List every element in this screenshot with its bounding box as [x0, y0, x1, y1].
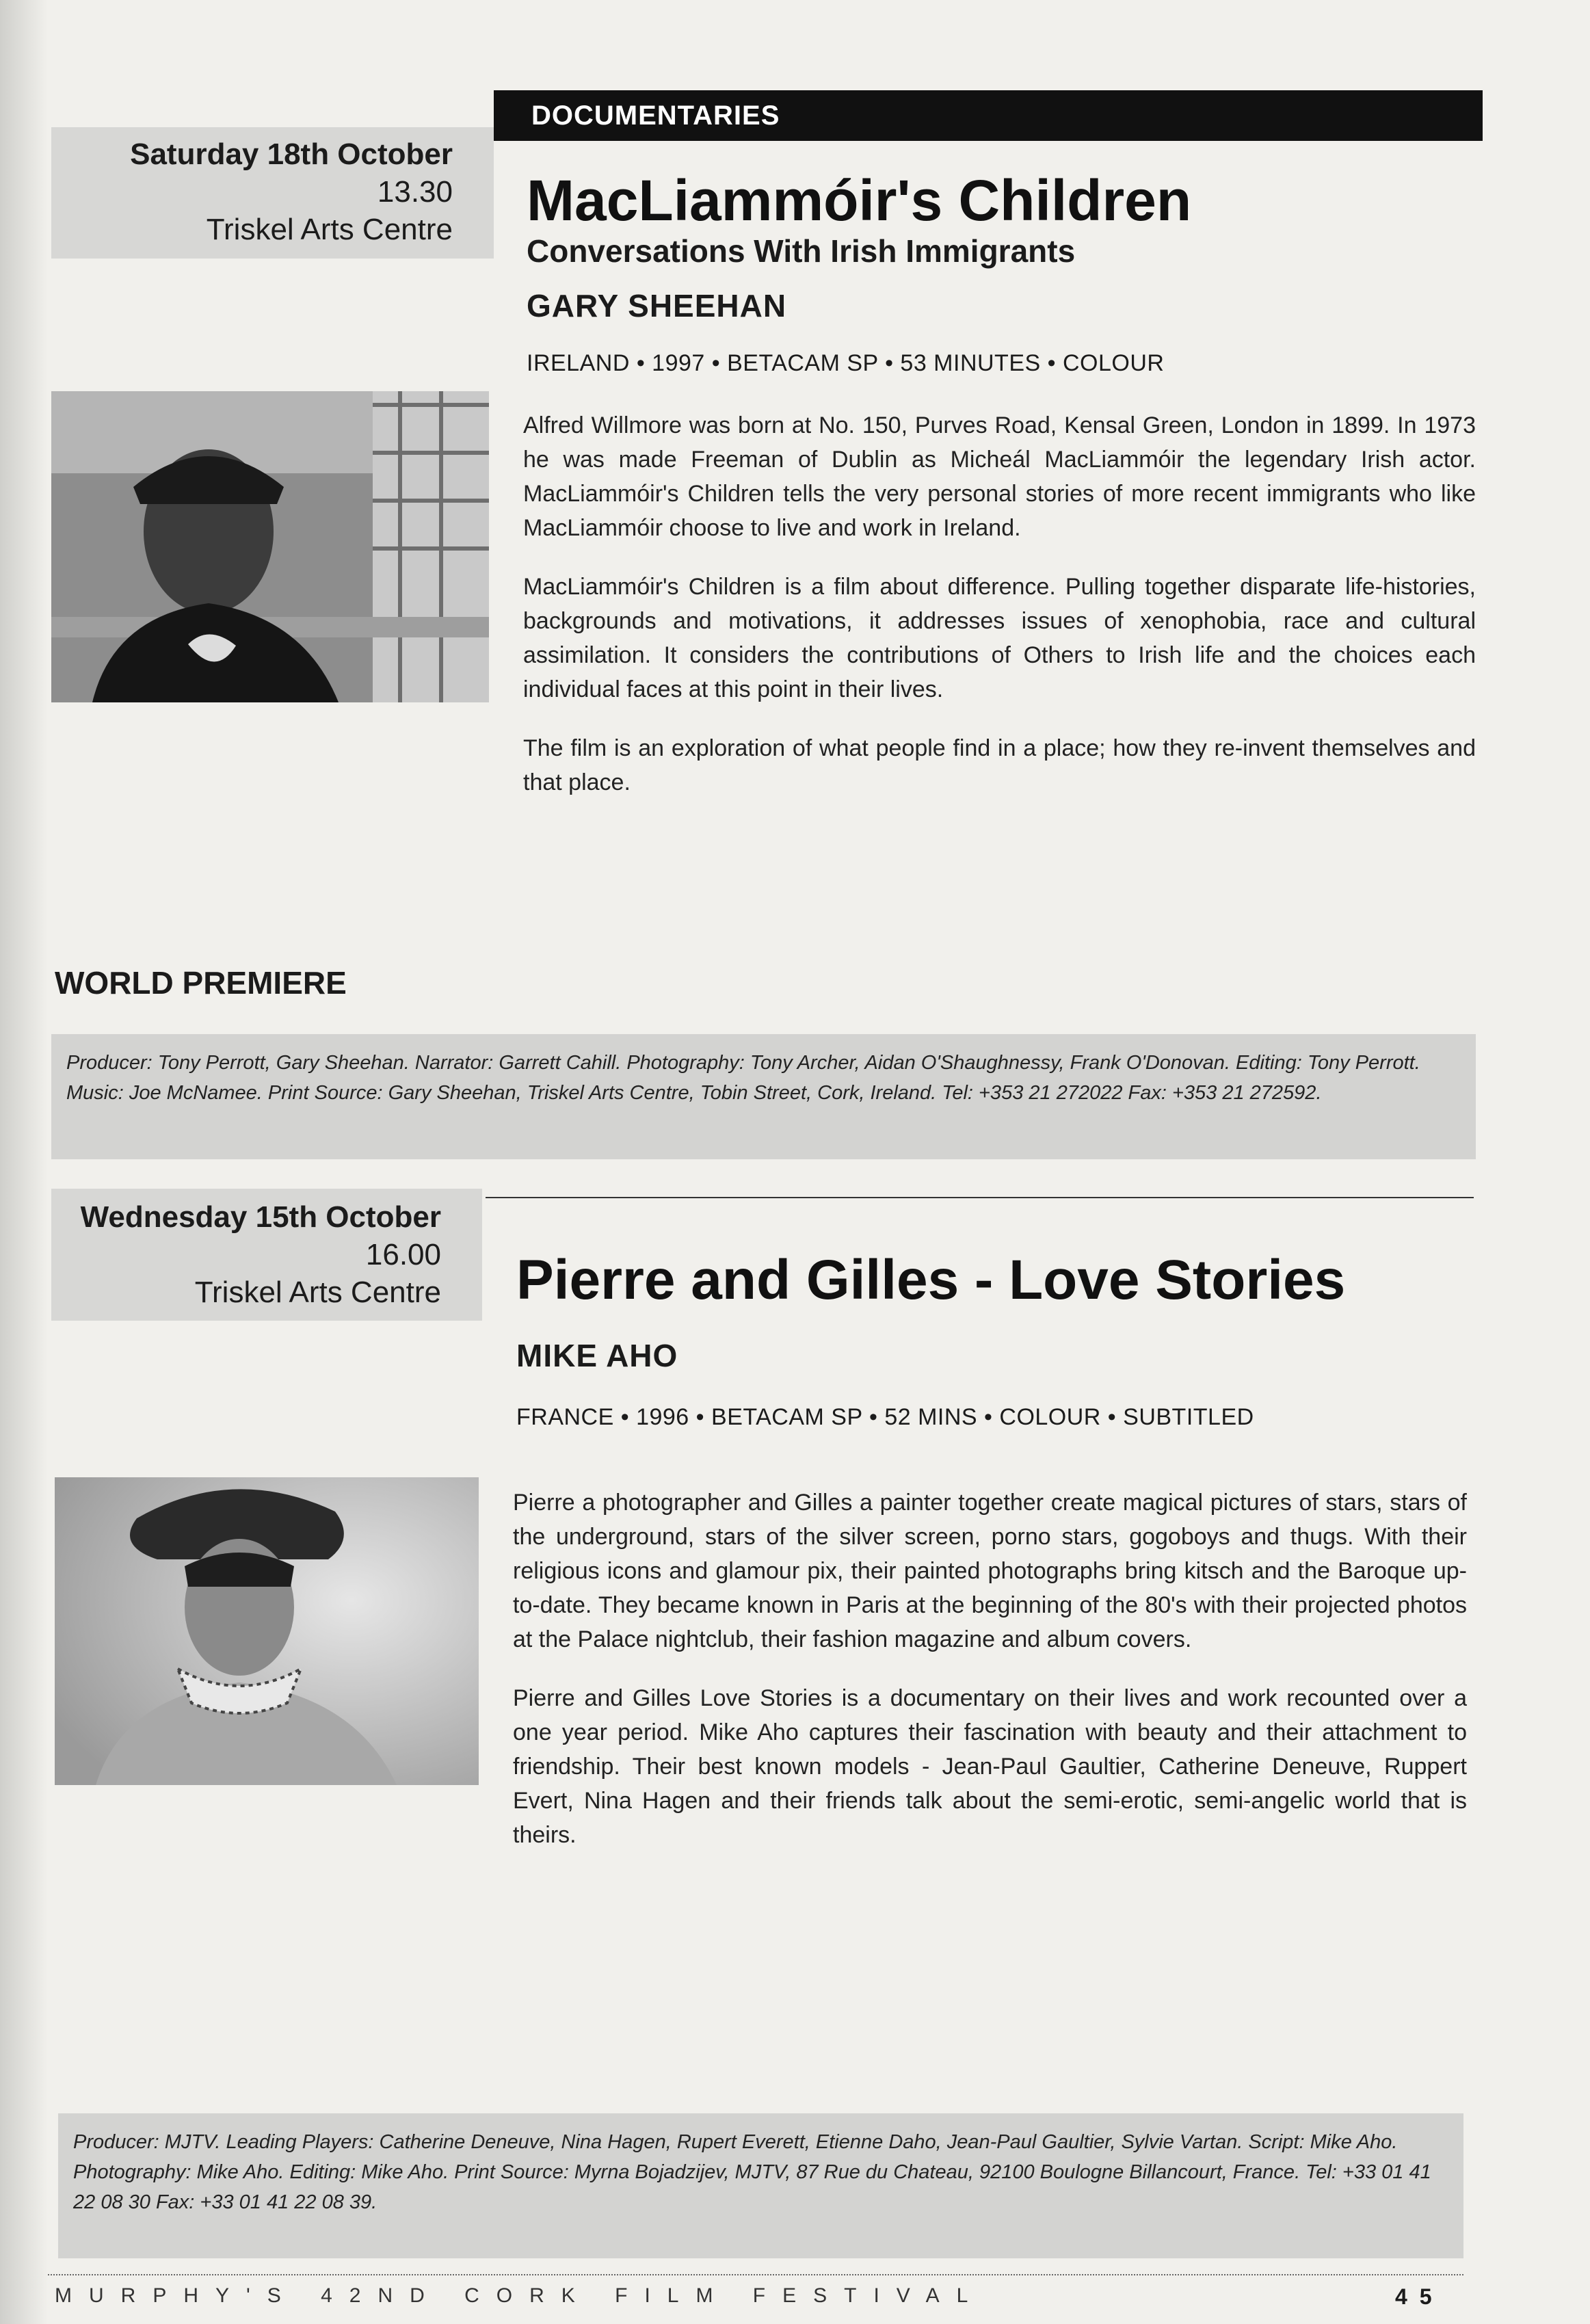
page-binding-shadow: [0, 0, 48, 2324]
film-synopsis: [523, 408, 1476, 824]
film-credits-box: Producer: Tony Perrott, Gary Sheehan. Narrator: Garrett Cahill. Photography: Tony Archer, Aidan O'Shaughnessy, Frank O'Donovan. Editing: Tony Perrott. Music: Joe McNamee. Print Source: Gary Sheehan, Triskel Arts Centre, Tobin Street, Cork, Ireland. Tel: +353 21 272022 Fax: +353 21 272592.: [51, 1034, 1476, 1159]
screening-info-box: [51, 1189, 482, 1321]
synopsis-paragraph: MacLiammóir's Children is a film about difference. Pulling together disparate life-histories, backgrounds and motivations, it addresses issues of xenophobia, race and cultural assimilation. It considers the contributions of Others to Irish life and the choices each individual faces at this point in their lives.: [523, 574, 1476, 702]
film-title: Pierre and Gilles - Love Stories: [516, 1249, 1346, 1311]
screening-time: 13.30: [377, 175, 453, 209]
screening-venue: Triskel Arts Centre: [194, 1276, 441, 1309]
synopsis-paragraph: Pierre a photographer and Gilles a painter together create magical pictures of stars, stars of the underground, stars of the silver screen, porno stars, gogoboys and thugs. With their religious icons and glamour pix, their painted photographs bring kitsch and the Baroque up-to-date. They became known in Paris at the beginning of the 80's with their projected photos at the Palace nightclub, their fashion magazine and album covers.: [513, 1490, 1467, 1652]
film-synopsis: [513, 1485, 1467, 1877]
film-director: GARY SHEEHAN: [527, 288, 787, 323]
footer-divider: [48, 2274, 1463, 2275]
film-director: MIKE AHO: [516, 1338, 678, 1373]
film-title: MacLiammóir's Children: [527, 168, 1192, 233]
screening-info-box: [51, 127, 494, 259]
page-number: 45: [1395, 2284, 1444, 2309]
world-premiere-badge: WORLD PREMIERE: [55, 965, 347, 1001]
section-header: DOCUMENTARIES: [494, 90, 1483, 141]
film-still-photo: [55, 1477, 479, 1785]
screening-time: 16.00: [365, 1238, 441, 1271]
screening-date: Wednesday 15th October: [80, 1200, 441, 1234]
screening-date: Saturday 18th October: [130, 137, 453, 171]
synopsis-paragraph: The film is an exploration of what people find in a place; how they re-invent themselves and that place.: [523, 735, 1476, 795]
film-credits-box: Producer: MJTV. Leading Players: Catherine Deneuve, Nina Hagen, Rupert Everett, Etienne Daho, Jean-Paul Gaultier, Sylvie Vartan. Script: Mike Aho. Photography: Mike Aho. Editing: Mike Aho. Print Source: Myrna Bojadzijev, MJTV, 87 Rue du Chateau, 92100 Boulogne Billancourt, France. Tel: +33 01 41 22 08 30 Fax: +33 01 41 22 08 39.: [58, 2113, 1463, 2258]
film-subtitle: Conversations With Irish Immigrants: [527, 233, 1076, 269]
screening-venue: Triskel Arts Centre: [206, 213, 453, 246]
synopsis-paragraph: Alfred Willmore was born at No. 150, Purves Road, Kensal Green, London in 1899. In 1973 he was made Freeman of Dublin as Micheál MacLiammóir the legendary Irish actor. MacLiammóir's Children tells the very personal stories of more recent immigrants who like MacLiammóir choose to live and work in Ireland.: [523, 412, 1476, 541]
section-divider: [486, 1197, 1474, 1198]
synopsis-paragraph: Pierre and Gilles Love Stories is a documentary on their lives and work recounted over a one year period. Mike Aho captures their fascination with beauty and their attachment to friendship. Their best known models - Jean-Paul Gaultier, Catherine Deneuve, Ruppert Evert, Nina Hagen and their friends talk about the semi-erotic, semi-angelic world that is theirs.: [513, 1685, 1467, 1848]
film-meta: FRANCE • 1996 • BETACAM SP • 52 MINS • COLOUR • SUBTITLED: [516, 1404, 1254, 1430]
footer-festival-name: MURPHY'S 42ND CORK FILM FESTIVAL: [55, 2284, 985, 2307]
film-meta: IRELAND • 1997 • BETACAM SP • 53 MINUTES • COLOUR: [527, 350, 1165, 376]
film-still-photo: [51, 391, 489, 702]
